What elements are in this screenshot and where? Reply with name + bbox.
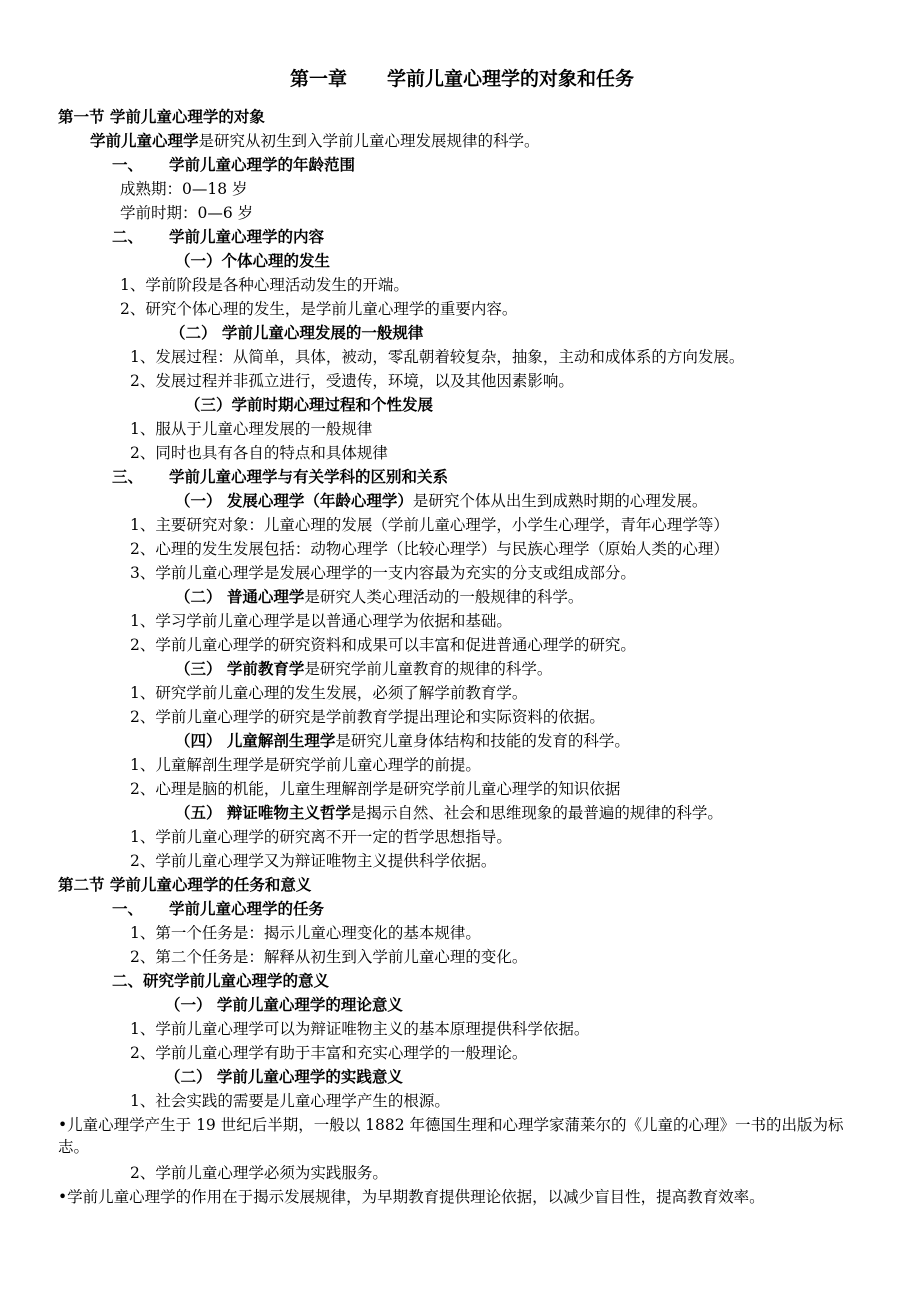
- subheading: （三）学前时期心理过程和个性发展: [185, 396, 434, 414]
- list-item: 2、心理是脑的机能，儿童生理解剖学是研究学前儿童心理学的知识依据: [130, 780, 621, 798]
- heading-text: 学前儿童心理学与有关学科的区别和关系: [169, 468, 449, 486]
- heading-2-2: 二、研究学前儿童心理学的意义: [112, 972, 330, 990]
- list-item: 1、儿童解剖生理学是研究学前儿童心理学的前提。: [130, 756, 481, 774]
- chapter-title: [290, 68, 634, 90]
- list-item: 2、心理的发生发展包括：动物心理学（比较心理学）与民族心理学（原始人类的心理）: [130, 540, 729, 558]
- list-item: 2、第二个任务是：解释从初生到入学前儿童心理的变化。: [130, 948, 528, 966]
- list-item: 1、社会实践的需要是儿童心理学产生的根源。: [130, 1092, 450, 1110]
- list-item: 2、学前儿童心理学必须为实践服务。: [130, 1164, 388, 1182]
- list-item: 1、学习学前儿童心理学是以普通心理学为依据和基础。: [130, 612, 512, 630]
- list-item: 3、学前儿童心理学是发展心理学的一支内容最为充实的分支或组成部分。: [130, 564, 636, 582]
- list-item: 2、研究个体心理的发生，是学前儿童心理学的重要内容。: [120, 300, 518, 318]
- heading-number: 一、: [112, 156, 144, 174]
- subsection-text: 是研究人类心理活动的一般规律的科学。: [304, 588, 584, 606]
- age-range-line: 成熟期：0—18 岁: [120, 180, 248, 198]
- list-item: 2、学前儿童心理学的研究资料和成果可以丰富和促进普通心理学的研究。: [130, 636, 636, 654]
- subsection-text: 是研究儿童身体结构和技能的发育的科学。: [335, 732, 630, 750]
- subsection-term: （二） 普通心理学: [175, 588, 305, 606]
- subsection-line: [175, 586, 583, 608]
- definition: [90, 130, 540, 152]
- subsection-line: [175, 658, 552, 680]
- list-item: 2、学前儿童心理学的研究是学前教育学提出理论和实际资料的依据。: [130, 708, 605, 726]
- subsection-term: （三） 学前教育学: [175, 660, 305, 678]
- heading-1-3: [112, 466, 448, 488]
- list-item: 2、同时也具有各自的特点和具体规律: [130, 444, 388, 462]
- subsection-line: [175, 490, 707, 512]
- subsection-line: [175, 730, 630, 752]
- list-item: 1、主要研究对象：儿童心理的发展（学前儿童心理学，小学生心理学，青年心理学等）: [130, 516, 729, 534]
- heading-text: 学前儿童心理学的任务: [169, 900, 325, 918]
- list-item: 1、学前阶段是各种心理活动发生的开端。: [120, 276, 409, 294]
- list-item: 2、学前儿童心理学有助于丰富和充实心理学的一般理论。: [130, 1044, 528, 1062]
- list-item: 1、学前儿童心理学可以为辩证唯物主义的基本原理提供科学依据。: [130, 1020, 590, 1038]
- section-2-heading: 第二节 学前儿童心理学的任务和意义: [58, 876, 312, 894]
- list-item: 2、学前儿童心理学又为辩证唯物主义提供科学依据。: [130, 852, 497, 870]
- subsection-term: （一） 发展心理学（年龄心理学）: [175, 492, 413, 510]
- list-item: 1、研究学前儿童心理的发生发展，必须了解学前教育学。: [130, 684, 528, 702]
- chapter-name: 学前儿童心理学的对象和任务: [387, 68, 635, 90]
- subheading: （一） 学前儿童心理学的理论意义: [165, 996, 403, 1014]
- definition-text: 是研究从初生到入学前儿童心理发展规律的科学。: [198, 132, 540, 150]
- heading-number: 一、: [112, 900, 144, 918]
- subheading: （一）个体心理的发生: [175, 252, 331, 270]
- heading-1-1: [112, 154, 355, 176]
- heading-text: 学前儿童心理学的内容: [169, 228, 325, 246]
- subheading: （二） 学前儿童心理发展的一般规律: [170, 324, 424, 342]
- list-item: 1、服从于儿童心理发展的一般规律: [130, 420, 373, 438]
- list-item: 2、发展过程并非孤立进行，受遗传，环境，以及其他因素影响。: [130, 372, 574, 390]
- subsection-text: 是揭示自然、社会和思维现象的最普遍的规律的科学。: [350, 804, 723, 822]
- heading-number: 三、: [112, 468, 144, 486]
- section-1-heading: 第一节 学前儿童心理学的对象: [58, 108, 265, 126]
- heading-text: 学前儿童心理学的年龄范围: [169, 156, 356, 174]
- definition-term: 学前儿童心理学: [90, 132, 199, 150]
- bullet-note: •学前儿童心理学的作用在于揭示发展规律，为早期教育提供理论依据，以减少盲目性，提高教育效率。: [58, 1188, 765, 1206]
- subsection-text: 是研究学前儿童教育的规律的科学。: [304, 660, 553, 678]
- chapter-number: 第一章: [290, 68, 348, 90]
- list-item: 1、第一个任务是：揭示儿童心理变化的基本规律。: [130, 924, 481, 942]
- age-range-line: 学前时期：0—6 岁: [120, 204, 254, 222]
- list-item: 1、发展过程：从简单，具体，被动，零乱朝着较复杂，抽象，主动和成体系的方向发展。: [130, 348, 745, 366]
- bullet-note: •儿童心理学产生于 19 世纪后半期，一般以 1882 年德国生理和心理学家蒲莱尔的《儿童的心理》一书的出版为标志。: [58, 1116, 844, 1156]
- subsection-term: （五） 辩证唯物主义哲学: [175, 804, 351, 822]
- subsection-term: （四） 儿童解剖生理学: [175, 732, 336, 750]
- list-item: 1、学前儿童心理学的研究离不开一定的哲学思想指导。: [130, 828, 512, 846]
- subsection-text: 是研究个体从出生到成熟时期的心理发展。: [412, 492, 708, 510]
- heading-number: 二、: [112, 228, 144, 246]
- subheading: （二） 学前儿童心理学的实践意义: [165, 1068, 403, 1086]
- subsection-line: [175, 802, 723, 824]
- heading-2-1: [112, 898, 324, 920]
- heading-1-2: [112, 226, 324, 248]
